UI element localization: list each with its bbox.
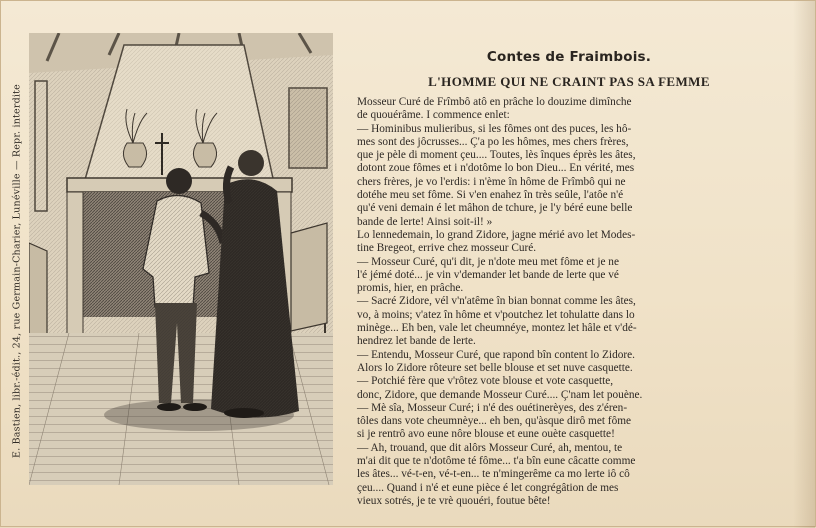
story-title: L'HOMME QUI NE CRAINT PAS SA FEMME xyxy=(428,74,710,89)
story-line: dotont zoue fômes et i n'dotôme lo bon Dieu... En vérité, mes xyxy=(357,162,635,175)
story-line: de quouérâme. I commence enlet: xyxy=(357,109,510,122)
publisher-margin xyxy=(7,41,27,501)
story-line: minège... Eh ben, vale let cheumnéye, montez let hâle et v'dé- xyxy=(357,322,637,335)
story-body xyxy=(357,96,789,508)
story-line: les âtes... vé-t-en, vé-t-en... te n'mingerême ca mo lerte iô cô xyxy=(357,468,630,481)
card-edge-shadow xyxy=(793,1,815,528)
story-line: tine Bregeot, errive chez mosseur Curé. xyxy=(357,242,537,255)
story-line: — Ah, trouand, que dit alôrs Mosseur Curé, ah, mentou, te xyxy=(357,441,623,454)
story-line: tôles dans vote cheumnèye... eh ben, qu'àsque dirô met fôme xyxy=(357,415,632,428)
story-line: — Sacré Zidore, vél v'n'atême în bian bonnat comme les âtes, xyxy=(357,295,636,308)
story-line: Alors lo Zidore rôteure set belle blouse et set nuve casquette. xyxy=(357,361,633,374)
story-line: — Entendu, Mosseur Curé, que rapond bîn content lo Zidore. xyxy=(357,348,635,361)
story-line: mes sont des jôcrusses... Ç'a po les hômes, mes chers frères, xyxy=(357,135,629,148)
story-line: vo, à moins; v'atez în hôme et v'poutchez let tohulatte dans lo xyxy=(357,308,635,321)
engraving-illustration xyxy=(29,33,333,485)
story-line: çeu.... Quand i n'é et eune pièce é let congrégâtion de mes xyxy=(357,481,619,494)
collection-title: Contes de Fraimbois. xyxy=(486,49,652,65)
story-line: — Mè sîa, Mosseur Curé; i n'é des ouétinerèyes, des z'éren- xyxy=(357,401,628,414)
story-line: si je rentrô avo eune nôre blouse et eune ouète casquette! xyxy=(357,428,615,441)
story-line: Lo lennedemain, lo grand Zidore, jagne mérié avo let Modes- xyxy=(357,228,636,241)
story-line: Mosseur Curé de Frîmbô atô en prâche lo douzime dimînche xyxy=(357,96,632,108)
story-line: donc, Zidore, que demande Mosseur Curé.... Ç'nam let pouène. xyxy=(357,388,643,401)
story-line: l'é jémé doté... je vin v'demander let bande de lerte que vé xyxy=(357,268,619,281)
engraving-priest-and-man-icon xyxy=(29,33,333,485)
story-line: promis, hier, en prâche. xyxy=(357,282,464,295)
story-line: bande de lerte! Ainsi soit-il! » xyxy=(357,215,493,228)
story-line: vieux sotrés, je te vrè quouéri, foutue bête! xyxy=(357,494,551,507)
story-line: qu'é veni demain é let mâhon de tchure, je l'y béré eune belle xyxy=(357,202,633,215)
story-line: — Mosseur Curé, qu'i dit, je n'dote meu met fôme et je ne xyxy=(357,255,619,268)
publisher-credit: E. Bastien, libr.-édit., 24, rue Germain-Charier, Lunéville — Repr. interdite xyxy=(11,84,23,458)
story-line: — Potchié fère que v'rôtez vote blouse et vote casquette, xyxy=(357,375,614,388)
story-line: que je pèle di moment çeu.... Toutes, lès înques éprès les âtes, xyxy=(357,149,636,162)
story-line: chers frères, je vo l'erdis: i n'ème în hôme de Frîmbô qui ne xyxy=(357,175,626,188)
story-line: m'ai dit que te n'dotôme té fôme... t'a bîn eune câcatte comme xyxy=(357,455,636,468)
story-line: — Hominibus mulieribus, si les fômes ont des puces, les hô- xyxy=(357,122,632,135)
story-line: hendrez let bande de lerte. xyxy=(357,335,476,348)
story-line: dotéhe meu set fôme. Si v'en enahez în très seûle, l'atôe n'é xyxy=(357,189,624,202)
